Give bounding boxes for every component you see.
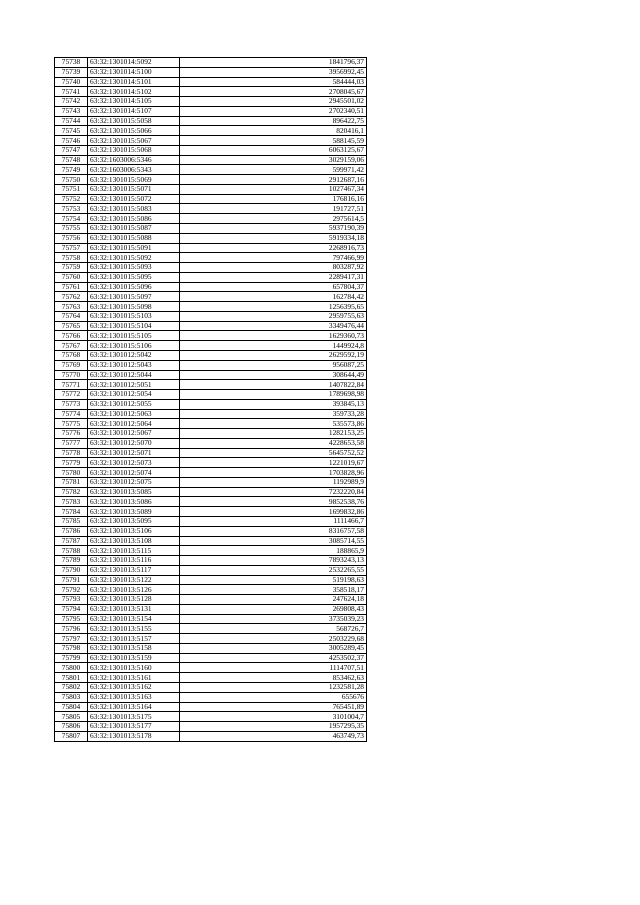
row-number-cell: 75756 (55, 233, 88, 243)
cadastral-number-cell: 63:32:1301015:5098 (88, 302, 180, 312)
cadastral-value-cell: 2702340,51 (180, 106, 367, 116)
cadastral-value-cell: 519198,63 (180, 575, 367, 585)
cadastral-number-cell: 63:32:1301013:5115 (88, 546, 180, 556)
cadastral-value-cell: 2629592,19 (180, 350, 367, 360)
table-row (55, 204, 367, 214)
row-number-cell: 75798 (55, 643, 88, 653)
cadastral-number-cell: 63:32:1301014:5100 (88, 67, 180, 77)
cadastral-number-cell: 63:32:1301015:5069 (88, 175, 180, 185)
row-number-cell: 75783 (55, 497, 88, 507)
cadastral-number-cell: 63:32:1301012:5071 (88, 448, 180, 458)
cadastral-value-cell: 1111466,7 (180, 516, 367, 526)
cadastral-number-cell: 63:32:1301015:5096 (88, 282, 180, 292)
row-number-cell: 75793 (55, 595, 88, 605)
table-row (55, 458, 367, 468)
table-row (55, 507, 367, 517)
row-number-cell: 75757 (55, 243, 88, 253)
cadastral-number-cell: 63:32:1603006:5346 (88, 155, 180, 165)
cadastral-number-cell: 63:32:1301013:5086 (88, 497, 180, 507)
row-number-cell: 75764 (55, 311, 88, 321)
row-number-cell: 75797 (55, 634, 88, 644)
table-row (55, 126, 367, 136)
row-number-cell: 75777 (55, 438, 88, 448)
cadastral-value-cell: 5645752,52 (180, 448, 367, 458)
cadastral-number-cell: 63:32:1301012:5042 (88, 350, 180, 360)
cadastral-number-cell: 63:32:1301012:5055 (88, 399, 180, 409)
table-row (55, 653, 367, 663)
table-row (55, 175, 367, 185)
row-number-cell: 75749 (55, 165, 88, 175)
table-row (55, 370, 367, 380)
row-number-cell: 75799 (55, 653, 88, 663)
cadastral-number-cell: 63:32:1301015:5072 (88, 194, 180, 204)
cadastral-value-cell: 2708045,67 (180, 87, 367, 97)
table-row (55, 155, 367, 165)
cadastral-number-cell: 63:32:1301012:5044 (88, 370, 180, 380)
table-row (55, 360, 367, 370)
cadastral-number-cell: 63:32:1301015:5067 (88, 136, 180, 146)
table-row (55, 233, 367, 243)
table-row (55, 477, 367, 487)
cadastral-value-cell: 3005289,45 (180, 643, 367, 653)
table-row (55, 438, 367, 448)
table-row (55, 565, 367, 575)
row-number-cell: 75753 (55, 204, 88, 214)
cadastral-value-cell: 1282153,25 (180, 429, 367, 439)
table-row (55, 263, 367, 273)
cadastral-number-cell: 63:32:1301013:5175 (88, 712, 180, 722)
cadastral-value-cell: 191727,51 (180, 204, 367, 214)
row-number-cell: 75772 (55, 390, 88, 400)
row-number-cell: 75768 (55, 350, 88, 360)
table-row (55, 595, 367, 605)
cadastral-value-cell: 1256395,65 (180, 302, 367, 312)
cadastral-value-cell: 5937190,39 (180, 224, 367, 234)
row-number-cell: 75758 (55, 253, 88, 263)
row-number-cell: 75796 (55, 624, 88, 634)
cadastral-value-cell: 1232581,28 (180, 683, 367, 693)
row-number-cell: 75784 (55, 507, 88, 517)
cadastral-value-cell: 4253502,37 (180, 653, 367, 663)
cadastral-value-cell: 463749,73 (180, 731, 367, 741)
cadastral-value-cell: 1841796,37 (180, 58, 367, 68)
cadastral-value-cell: 853462,63 (180, 673, 367, 683)
cadastral-value-cell: 584444,03 (180, 77, 367, 87)
row-number-cell: 75806 (55, 722, 88, 732)
cadastral-value-cell: 803287,92 (180, 263, 367, 273)
table-row (55, 116, 367, 126)
row-number-cell: 75805 (55, 712, 88, 722)
row-number-cell: 75743 (55, 106, 88, 116)
table-row (55, 58, 367, 68)
row-number-cell: 75779 (55, 458, 88, 468)
cadastral-value-cell: 2532265,55 (180, 565, 367, 575)
table-row (55, 692, 367, 702)
cadastral-value-cell: 2289417,31 (180, 272, 367, 282)
cadastral-number-cell: 63:32:1301015:5106 (88, 341, 180, 351)
row-number-cell: 75760 (55, 272, 88, 282)
cadastral-number-cell: 63:32:1301015:5058 (88, 116, 180, 126)
row-number-cell: 75774 (55, 409, 88, 419)
row-number-cell: 75785 (55, 516, 88, 526)
row-number-cell: 75786 (55, 526, 88, 536)
table-row (55, 497, 367, 507)
cadastral-value-cell: 1114707,51 (180, 663, 367, 673)
cadastral-value-cell: 3085714,55 (180, 536, 367, 546)
row-number-cell: 75807 (55, 731, 88, 741)
table-row (55, 224, 367, 234)
cadastral-number-cell: 63:32:1301015:5103 (88, 311, 180, 321)
table-row (55, 556, 367, 566)
row-number-cell: 75746 (55, 136, 88, 146)
table-row (55, 487, 367, 497)
row-number-cell: 75775 (55, 419, 88, 429)
table-row (55, 145, 367, 155)
row-number-cell: 75748 (55, 155, 88, 165)
cadastral-number-cell: 63:32:1301015:5068 (88, 145, 180, 155)
row-number-cell: 75766 (55, 331, 88, 341)
cadastral-number-cell: 63:32:1301015:5087 (88, 224, 180, 234)
table-row (55, 272, 367, 282)
table-row (55, 350, 367, 360)
row-number-cell: 75765 (55, 321, 88, 331)
cadastral-value-cell: 2945501,02 (180, 97, 367, 107)
cadastral-number-cell: 63:32:1301013:5157 (88, 634, 180, 644)
cadastral-number-cell: 63:32:1301015:5093 (88, 263, 180, 273)
cadastral-value-cell: 162784,42 (180, 292, 367, 302)
cadastral-value-cell: 358518,17 (180, 585, 367, 595)
cadastral-value-cell: 1629360,73 (180, 331, 367, 341)
row-number-cell: 75767 (55, 341, 88, 351)
table-row (55, 516, 367, 526)
row-number-cell: 75788 (55, 546, 88, 556)
cadastral-number-cell: 63:32:1301013:5154 (88, 614, 180, 624)
row-number-cell: 75770 (55, 370, 88, 380)
cadastral-number-cell: 63:32:1301013:5162 (88, 683, 180, 693)
cadastral-value-cell: 765451,89 (180, 702, 367, 712)
cadastral-value-cell: 568726,7 (180, 624, 367, 634)
row-number-cell: 75782 (55, 487, 88, 497)
row-number-cell: 75762 (55, 292, 88, 302)
cadastral-number-cell: 63:32:1301013:5106 (88, 526, 180, 536)
cadastral-value-cell: 3349476,44 (180, 321, 367, 331)
cadastral-value-cell: 588145,59 (180, 136, 367, 146)
cadastral-value-cell: 657804,37 (180, 282, 367, 292)
cadastral-number-cell: 63:32:1301013:5161 (88, 673, 180, 683)
table-row (55, 585, 367, 595)
cadastral-value-cell: 5919334,18 (180, 233, 367, 243)
row-number-cell: 75790 (55, 565, 88, 575)
cadastral-number-cell: 63:32:1301012:5073 (88, 458, 180, 468)
cadastral-value-cell: 2975614,5 (180, 214, 367, 224)
cadastral-number-cell: 63:32:1301013:5178 (88, 731, 180, 741)
cadastral-number-cell: 63:32:1301012:5043 (88, 360, 180, 370)
row-number-cell: 75750 (55, 175, 88, 185)
cadastral-value-cell: 1789698,98 (180, 390, 367, 400)
table-row (55, 184, 367, 194)
row-number-cell: 75787 (55, 536, 88, 546)
row-number-cell: 75763 (55, 302, 88, 312)
cadastral-number-cell: 63:32:1301013:5085 (88, 487, 180, 497)
table-row (55, 614, 367, 624)
row-number-cell: 75738 (55, 58, 88, 68)
row-number-cell: 75744 (55, 116, 88, 126)
cadastral-number-cell: 63:32:1301012:5074 (88, 468, 180, 478)
cadastral-number-cell: 63:32:1301013:5117 (88, 565, 180, 575)
cadastral-number-cell: 63:32:1301013:5159 (88, 653, 180, 663)
row-number-cell: 75752 (55, 194, 88, 204)
table-row (55, 302, 367, 312)
cadastral-value-cell: 3956992,45 (180, 67, 367, 77)
cadastral-number-cell: 63:32:1301014:5105 (88, 97, 180, 107)
cadastral-value-cell: 2268916,73 (180, 243, 367, 253)
row-number-cell: 75747 (55, 145, 88, 155)
table-row (55, 683, 367, 693)
cadastral-number-cell: 63:32:1301015:5104 (88, 321, 180, 331)
table-row (55, 136, 367, 146)
table-row (55, 243, 367, 253)
table-row (55, 468, 367, 478)
cadastral-number-cell: 63:32:1301012:5064 (88, 419, 180, 429)
table-row (55, 722, 367, 732)
cadastral-number-cell: 63:32:1301012:5063 (88, 409, 180, 419)
row-number-cell: 75759 (55, 263, 88, 273)
table-row (55, 643, 367, 653)
cadastral-number-cell: 63:32:1603006:5343 (88, 165, 180, 175)
table-row (55, 673, 367, 683)
cadastral-value-cell: 4228653,58 (180, 438, 367, 448)
cadastral-number-cell: 63:32:1301013:5160 (88, 663, 180, 673)
cadastral-value-cell: 655676 (180, 692, 367, 702)
cadastral-number-cell: 63:32:1301013:5155 (88, 624, 180, 634)
cadastral-value-table (54, 57, 367, 742)
table-row (55, 106, 367, 116)
cadastral-value-cell: 1699832,86 (180, 507, 367, 517)
table-row (55, 292, 367, 302)
table-row (55, 429, 367, 439)
cadastral-value-cell: 1192989,9 (180, 477, 367, 487)
cadastral-number-cell: 63:32:1301013:5116 (88, 556, 180, 566)
table-row (55, 399, 367, 409)
cadastral-number-cell: 63:32:1301013:5095 (88, 516, 180, 526)
row-number-cell: 75773 (55, 399, 88, 409)
cadastral-number-cell: 63:32:1301014:5092 (88, 58, 180, 68)
table-row (55, 409, 367, 419)
cadastral-value-cell: 269808,43 (180, 604, 367, 614)
cadastral-number-cell: 63:32:1301014:5101 (88, 77, 180, 87)
row-number-cell: 75741 (55, 87, 88, 97)
table-row (55, 253, 367, 263)
row-number-cell: 75771 (55, 380, 88, 390)
table-row (55, 712, 367, 722)
cadastral-number-cell: 63:32:1301015:5066 (88, 126, 180, 136)
cadastral-number-cell: 63:32:1301012:5067 (88, 429, 180, 439)
row-number-cell: 75789 (55, 556, 88, 566)
row-number-cell: 75776 (55, 429, 88, 439)
table-row (55, 311, 367, 321)
cadastral-value-cell: 2959755,63 (180, 311, 367, 321)
cadastral-number-cell: 63:32:1301015:5091 (88, 243, 180, 253)
table-row (55, 380, 367, 390)
cadastral-value-cell: 7893243,13 (180, 556, 367, 566)
cadastral-value-cell: 1027467,34 (180, 184, 367, 194)
cadastral-value-cell: 6063125,67 (180, 145, 367, 155)
cadastral-value-cell: 188865,9 (180, 546, 367, 556)
row-number-cell: 75795 (55, 614, 88, 624)
row-number-cell: 75740 (55, 77, 88, 87)
cadastral-value-cell: 599971,42 (180, 165, 367, 175)
cadastral-number-cell: 63:32:1301013:5128 (88, 595, 180, 605)
row-number-cell: 75739 (55, 67, 88, 77)
cadastral-value-cell: 896422,75 (180, 116, 367, 126)
cadastral-number-cell: 63:32:1301012:5054 (88, 390, 180, 400)
cadastral-number-cell: 63:32:1301015:5095 (88, 272, 180, 282)
table-row (55, 194, 367, 204)
row-number-cell: 75794 (55, 604, 88, 614)
table-row (55, 702, 367, 712)
cadastral-number-cell: 63:32:1301013:5089 (88, 507, 180, 517)
cadastral-value-cell: 535573,86 (180, 419, 367, 429)
row-number-cell: 75761 (55, 282, 88, 292)
table-row (55, 341, 367, 351)
cadastral-number-cell: 63:32:1301013:5164 (88, 702, 180, 712)
table-row (55, 419, 367, 429)
table-row (55, 87, 367, 97)
table-row (55, 536, 367, 546)
cadastral-value-cell: 8316757,58 (180, 526, 367, 536)
cadastral-value-cell: 1957295,35 (180, 722, 367, 732)
row-number-cell: 75745 (55, 126, 88, 136)
table-row (55, 67, 367, 77)
cadastral-number-cell: 63:32:1301012:5070 (88, 438, 180, 448)
cadastral-number-cell: 63:32:1301013:5163 (88, 692, 180, 702)
cadastral-value-cell: 1703828,96 (180, 468, 367, 478)
cadastral-value-cell: 956087,25 (180, 360, 367, 370)
cadastral-number-cell: 63:32:1301015:5083 (88, 204, 180, 214)
row-number-cell: 75755 (55, 224, 88, 234)
cadastral-number-cell: 63:32:1301014:5102 (88, 87, 180, 97)
cadastral-value-cell: 359733,28 (180, 409, 367, 419)
cadastral-value-cell: 308644,49 (180, 370, 367, 380)
cadastral-number-cell: 63:32:1301013:5122 (88, 575, 180, 585)
table-row (55, 624, 367, 634)
cadastral-value-cell: 3101004,7 (180, 712, 367, 722)
cadastral-number-cell: 63:32:1301012:5051 (88, 380, 180, 390)
row-number-cell: 75803 (55, 692, 88, 702)
row-number-cell: 75792 (55, 585, 88, 595)
cadastral-value-cell: 393845,13 (180, 399, 367, 409)
cadastral-value-cell: 3029159,06 (180, 155, 367, 165)
cadastral-value-cell: 2503229,68 (180, 634, 367, 644)
row-number-cell: 75751 (55, 184, 88, 194)
cadastral-number-cell: 63:32:1301013:5126 (88, 585, 180, 595)
table-row (55, 575, 367, 585)
row-number-cell: 75801 (55, 673, 88, 683)
cadastral-number-cell: 63:32:1301013:5131 (88, 604, 180, 614)
row-number-cell: 75802 (55, 683, 88, 693)
cadastral-number-cell: 63:32:1301012:5075 (88, 477, 180, 487)
cadastral-value-cell: 9852538,76 (180, 497, 367, 507)
row-number-cell: 75742 (55, 97, 88, 107)
table-row (55, 663, 367, 673)
cadastral-value-cell: 247624,18 (180, 595, 367, 605)
table-row (55, 331, 367, 341)
cadastral-number-cell: 63:32:1301013:5108 (88, 536, 180, 546)
cadastral-number-cell: 63:32:1301015:5092 (88, 253, 180, 263)
cadastral-number-cell: 63:32:1301015:5071 (88, 184, 180, 194)
table-row (55, 546, 367, 556)
row-number-cell: 75781 (55, 477, 88, 487)
cadastral-value-cell: 797466,99 (180, 253, 367, 263)
cadastral-value-cell: 1449924,8 (180, 341, 367, 351)
cadastral-number-cell: 63:32:1301013:5158 (88, 643, 180, 653)
row-number-cell: 75804 (55, 702, 88, 712)
table-row (55, 634, 367, 644)
cadastral-value-cell: 820416,1 (180, 126, 367, 136)
table-row (55, 604, 367, 614)
table-row (55, 526, 367, 536)
table-row (55, 390, 367, 400)
cadastral-number-cell: 63:32:1301015:5105 (88, 331, 180, 341)
row-number-cell: 75800 (55, 663, 88, 673)
cadastral-value-cell: 1221019,67 (180, 458, 367, 468)
table-row (55, 282, 367, 292)
cadastral-number-cell: 63:32:1301013:5177 (88, 722, 180, 732)
cadastral-number-cell: 63:32:1301015:5088 (88, 233, 180, 243)
table-row (55, 448, 367, 458)
cadastral-value-cell: 176816,16 (180, 194, 367, 204)
row-number-cell: 75780 (55, 468, 88, 478)
row-number-cell: 75791 (55, 575, 88, 585)
row-number-cell: 75754 (55, 214, 88, 224)
table-body (55, 58, 367, 742)
table-row (55, 214, 367, 224)
table-row (55, 77, 367, 87)
row-number-cell: 75769 (55, 360, 88, 370)
cadastral-number-cell: 63:32:1301015:5097 (88, 292, 180, 302)
cadastral-value-cell: 1407822,84 (180, 380, 367, 390)
cadastral-value-cell: 3735039,23 (180, 614, 367, 624)
table-row (55, 165, 367, 175)
cadastral-number-cell: 63:32:1301015:5086 (88, 214, 180, 224)
table-row (55, 321, 367, 331)
cadastral-value-cell: 2912687,16 (180, 175, 367, 185)
table-row (55, 731, 367, 741)
cadastral-number-cell: 63:32:1301014:5107 (88, 106, 180, 116)
cadastral-value-cell: 7232220,84 (180, 487, 367, 497)
table-row (55, 97, 367, 107)
row-number-cell: 75778 (55, 448, 88, 458)
